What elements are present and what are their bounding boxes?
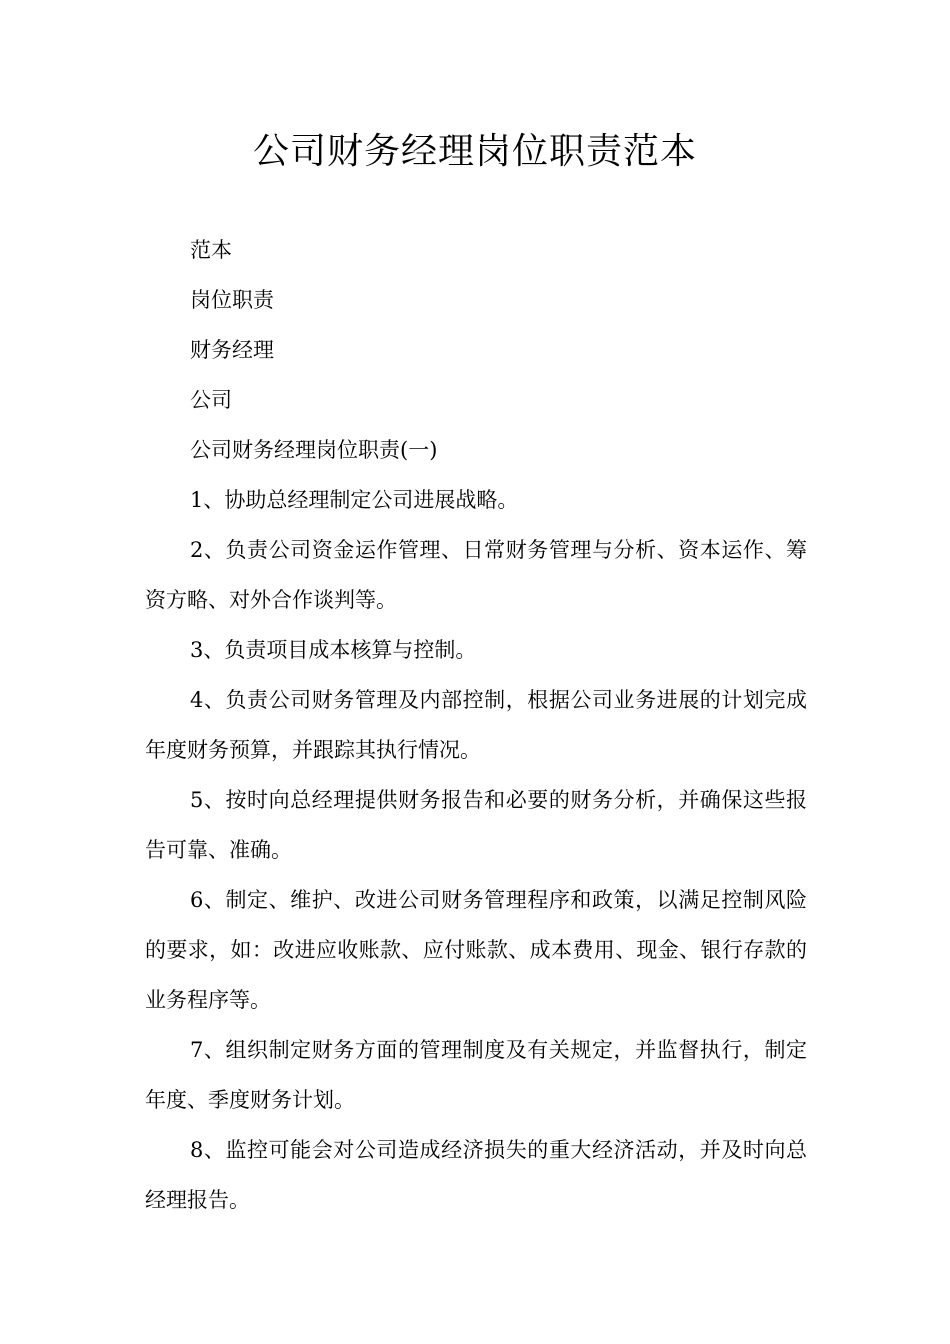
list-item: 8、监控可能会对公司造成经济损失的重大经济活动，并及时向总经理报告。 [145, 1138, 807, 1212]
document-body [145, 225, 807, 1225]
list-item: 6、制定、维护、改进公司财务管理程序和政策，以满足控制风险的要求，如：改进应收账款、应付账款、成本费用、现金、银行存款的业务程序等。 [145, 888, 807, 1012]
list-item: 1、协助总经理制定公司进展战略。 [190, 488, 519, 512]
list-item: 3、负责项目成本核算与控制。 [190, 638, 477, 662]
list-item: 2、负责公司资金运作管理、日常财务管理与分析、资本运作、筹资方略、对外合作谈判等。 [145, 538, 807, 612]
document-title: 公司财务经理岗位职责范本 [252, 131, 697, 172]
section-heading: 公司财务经理岗位职责(一) [190, 438, 438, 462]
paragraph: 岗位职责 [190, 288, 274, 312]
paragraph: 公司 [190, 388, 232, 412]
list-item: 7、组织制定财务方面的管理制度及有关规定，并监督执行，制定年度、季度财务计划。 [145, 1038, 807, 1112]
list-item: 4、负责公司财务管理及内部控制，根据公司业务进展的计划完成年度财务预算，并跟踪其执行情况。 [145, 688, 807, 762]
paragraph: 财务经理 [190, 338, 274, 362]
paragraph: 范本 [190, 238, 232, 262]
list-item: 5、按时向总经理提供财务报告和必要的财务分析，并确保这些报告可靠、准确。 [145, 788, 807, 862]
